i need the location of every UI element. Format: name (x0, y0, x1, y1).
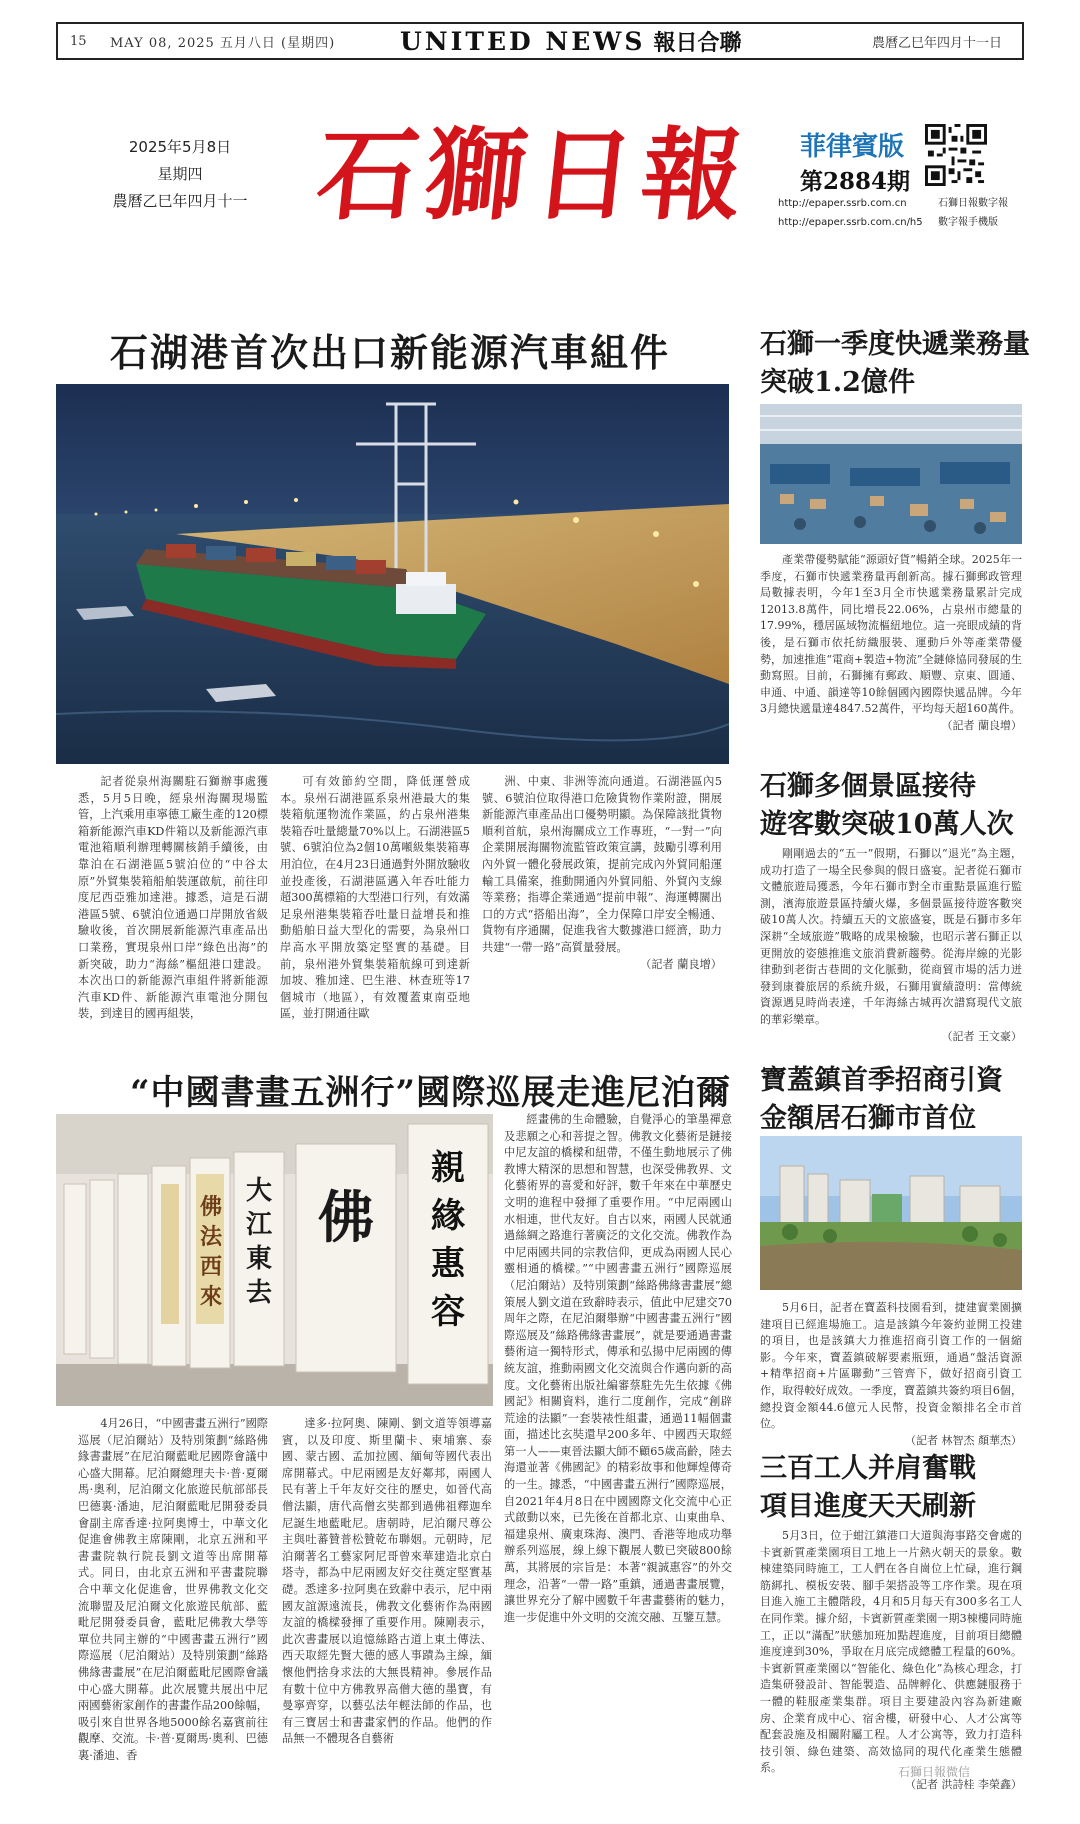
masthead-date: 2025年5月8日 (128, 138, 232, 156)
side1-headline-line1: 石獅一季度快遞業務量 (760, 329, 1030, 360)
side2-body (760, 846, 1022, 1062)
side2-headline-line1: 石獅多個景區接待 (760, 771, 976, 802)
side4-body (760, 1528, 1022, 1798)
calligraphy-char: 去 (245, 1278, 272, 1308)
qr-code-icon[interactable] (925, 124, 987, 186)
port-night-photo (56, 384, 729, 764)
page-number: 15 (70, 33, 87, 49)
side2-headline-line2: 遊客數突破10萬人次 (760, 809, 1014, 840)
side2-author: （記者 王文豪） (941, 1029, 1022, 1043)
side3-text: 5月6日，記者在寶蓋科技園看到，捷建實業園擴建項目已經進場施工。這是該鎮今年簽約並開工投建的項目，也是該鎮大力推進招商引資工作的一個縮影。今年來，寶蓋鎮破解要素瓶頸，通過“盤活資源+精準招商+片區聯動”三管齊下，做好招商引資工作，取得較好成效。一季度，寶蓋鎮共簽約項目6個，總投資金額44.6億元人民幣，投資金額排名全市首位。 (760, 1301, 1022, 1431)
side2-text: 剛剛過去的“五一”假期，石獅以“退光”為主題，成功打造了一場全民參與的假日盛宴。記者從石獅市文體旅遊局獲悉，今年石獅市對全市重點景區進行監測，濱海旅遊景區持續火爆，多個景區接待遊客數突破10萬人次。持續五天的文旅盛宴，既是石獅市多年深耕“全域旅遊”戰略的成果檢驗，也昭示著石獅正以更開放的姿態推進文旅消費新趨勢。從海岸線的光影律動到老街古巷間的文化脈動，從商貿市場的活力迸發到康養旅居的系統升級，石獅用實績證明：當傳統資源遇見時尚表達，千年海絲古城再次譜寫現代文旅的華彩樂章。 (760, 847, 1022, 1026)
side4-text: 5月3日，位于蚶江鎮港口大道與海事路交會處的卡賓新質產業園項目工地上一片熱火朝天的景象。數棟建築同時施工，工人們在各自崗位上忙碌，進行鋼筋綁扎、模板安裝、腳手架搭設等工序作業。現在項目進入施工主體階段，4月和5月每天有300多名工人在同作業。據介紹，卡賓新質產業園一期3棟樓同時施工，正以“滿配”狀態加班加點趕進度，目前項目總體進度達到30%，爭取在月底完成總體工程量的60%。卡賓新質產業園以“智能化、綠色化”為核心理念，打造集研發設計、智能製造、品牌孵化、供應鏈服務于一體的鞋服產業集群。項目主要建設內容為新建廠房、企業育成中心、宿舍樓，研發中心、人才公寓等配套設施及相關附屬工程。人才公寓等，致力打造科技引領、綠色建築、高效協同的現代化產業生態體系。 (760, 1529, 1022, 1775)
article2-col1-text: 4月26日，“中國書畫五洲行”國際巡展（尼泊爾站）及特別策劃“絲路佛緣書畫展”在尼泊爾藍毗尼國際會議中心盛大開幕。尼泊爾總理夫卡·普·夏爾馬·奧利，尼泊爾文化旅遊民航部部長巴德裏·潘迪，尼泊爾藍毗尼開發委員會副主席香達·拉阿奧博士，中華文化促進會佛教主席陳剛，北京五洲和平書畫院執行院長劉文道等出席開幕式。同日，由北京五洲和平書畫院聯合中華文化促進會，世界佛教文化交流聯盟及尼泊爾文化旅遊民航部、藍毗尼開發委員會，藍毗尼佛教大學等單位共同主辦的“中國書畫五洲行”國際巡展（尼泊爾站）及特別策劃“絲路佛緣書畫展”在尼泊爾藍毗尼國際會議中心盛大開幕。此次展覽共展出中尼兩國藝術家創作的書畫作品200餘幅，吸引來自世界各地5000餘名嘉賓前往觀摩、交流。卡·普·夏爾馬·奧利、巴德裏·潘迪、香 (78, 1417, 268, 1762)
calligraphy-scroll-fo: 佛 (318, 1185, 374, 1251)
masthead-weekday: 星期四 (157, 165, 203, 183)
side4-headline-line2: 項目進度天天刷新 (760, 1491, 976, 1522)
article2-col3-text: 經畫佛的生命體驗，自覺淨心的筆墨禪意及悲願之心和菩提之智。佛教文化藝術是鏈接中尼友誼的橋樑和紐帶，不僅生動地展示了佛教博大精深的思想和智慧，也深受佛教界、文化藝術界的喜愛和好評，數千年來在中華歷史文明的進程中發揮了重要作用。“中尼兩國山水相連，世代友好。自古以來，兩國人民就通過絲綢之路進行著廣泛的文化交流。佛教作為中尼兩國共同的宗教信仰，更成為兩國人民心靈相通的橋樑。”“中國書畫五洲行”國際巡展（尼泊爾站）及特別策劃“絲路佛緣書畫展”總策展人劉文道在致辭時表示，值此中尼建交70周年之際，在尼泊爾舉辦“中國書畫五洲行”國際巡展及“絲路佛緣書畫展”，就是要通過書畫藝術這一獨特形式，傳承和弘揚中尼兩國的傳統友誼，推動兩國文化交流與合作邁向新的高度。文化藝術出版社編審蔡駐先先生依據《佛國記》相關資料，進行二度創作，完成“創辟荒途的法顯”一套裝裱性組畫，通過11幅個畫面，描述比玄奘還早200多年、中國西天取經第一人——東晉法顯大師不顧65歲高齡，陸去海還並著《佛國記》的精彩故事和他輝煌傳奇的一生。據悉，“中國書畫五洲行”國際巡展，自2021年4月8日在中國國際文化交流中心正式啟動以來，已先後在首都北京、山東曲阜、福建泉州、廣東珠海、澳門、香港等地成功舉辦系列巡展，線上線下觀展人數已突破800餘萬，其將展的宗旨是：本著“親誠惠容”的外交理念，沿著“一帶一路”重鎮，通過書畫展覽，讓世界充分了解中國數千年書畫藝術的魅力，進一步促進中外文明的交流交融、互鑒互慧。 (504, 1113, 732, 1624)
calligraphy-char: 大 (245, 1176, 272, 1206)
article2-col3 (504, 1112, 732, 1798)
epaper-link[interactable]: http://epaper.ssrb.com.cn (778, 198, 907, 209)
calligraphy-char: 東 (245, 1244, 272, 1274)
calligraphy-scroll-big (412, 1144, 484, 1336)
top-bar (56, 22, 1024, 60)
calligraphy-char: 佛 (199, 1194, 222, 1220)
calligraphy-scroll-dharma (194, 1192, 228, 1312)
calligraphy-scroll-river (238, 1174, 280, 1310)
side1-text: 產業帶優勢賦能“源頭好貨”暢銷全球。2025年一季度，石獅市快遞業務量再創新高。據石獅郵政管理局數據表明，今年1至3月全市快遞業務量累計完成12013.8萬件，同比增長22.06%，占泉州市總量的17.99%，穩居區域物流樞紐地位。這一亮眼成績的背後，是石獅市依托紡織服裝、運動戶外等產業帶優勢，加速推進“電商+製造+物流”全鏈條協同發展的生動寫照。目前，石獅擁有郵政、順豐、京東、圓通、申通、中通、韻達等10餘個國內國際快遞品牌。今年3月總快遞量達4847.52萬件，平均每天超160萬件。 (760, 553, 1022, 716)
article1-col3 (482, 774, 722, 1034)
masthead-date-block (110, 134, 250, 215)
wechat-watermark: 石獅日報微信 (897, 1765, 970, 1779)
main-headline: 石湖港首次出口新能源汽車組件 (110, 330, 671, 375)
calligraphy-char: 來 (199, 1284, 222, 1310)
side1-body (760, 552, 1022, 752)
article2-col2-text: 達多·拉阿奧、陳剛、劉文道等領導嘉賓，以及印度、斯里蘭卡、柬埔寨、泰國、蒙古國、孟加拉國、緬甸等國代表出席開幕式。中尼兩國是友好鄰邦，兩國人民有著上千年友好交往的歷史，如晉代高僧法顯，唐代高僧玄奘都到過佛祖釋迦牟尼誕生地藍毗尼。唐朝時，尼泊爾尺尊公主與吐蕃贊普松贊乾布聯姻。元朝時，尼泊爾著名工藝家阿尼哥曾來華建造北京白塔寺，都為中尼兩國友好交往奠定堅實基礎。悉達多·拉阿奧在致辭中表示，尼中兩國友誼源遠流長，佛教文化藝術作為兩國友誼的橋樑發揮了重要作用。陳剛表示，此次書畫展以追憶絲路古道上東土傳法、西天取經先賢大德的感人事蹟為主線，緬懷他們捨身求法的大無畏精神。參展作品有數十位中方佛教界高僧大德的墨寶，有曼寧齊穿，以藝弘法年輕法師的作品，也有三寶居士和書畫家們的作品。他們的作品無一不體現各自藝術 (282, 1417, 492, 1746)
side3-headline (760, 1062, 1030, 1138)
calligraphy-char: 江 (245, 1210, 272, 1240)
calligraphy-char: 緣 (431, 1196, 465, 1236)
mobile-label: 數字報手機版 (938, 217, 998, 228)
masthead-lunar: 農曆乙巳年四月十一 (112, 192, 248, 210)
side1-headline-line2: 突破1.2億件 (760, 367, 915, 398)
side4-headline-line1: 三百工人并肩奮戰 (760, 1453, 976, 1484)
side4-author: （記者 洪詩桂 李榮鑫） (905, 1777, 1022, 1791)
industrial-park-photo (760, 1136, 1022, 1290)
article1-col1-text: 記者從泉州海關駐石獅辦事處獲悉，5月5日晚，經泉州海關現場監管，上汽乘用車寧德工廠生產的120標箱新能源汽車KD件箱以及新能源汽車電池箱順利辦理轉關核銷手續後，由靠泊在石湖港區5號泊位的“中谷太原”外貿集裝箱船舶裝運啟航，前往印度尼西亞雅加達港。據悉，這是石湖港區5號、6號泊位通過口岸開放省級驗收後，首次開展新能源汽車產品出口業務，實現泉州口岸“綠色出海”的新突破，助力“海絲”樞紐港口建設。本次出口的新能源汽車組件將新能源汽車KD件、新能源汽車電池分開包裝，到達目的國再組裝， (78, 775, 268, 1021)
side4-headline (760, 1450, 1030, 1526)
side3-headline-line1: 寶蓋鎮首季招商引資 (760, 1065, 1003, 1096)
side1-headline (760, 326, 1030, 402)
masthead-links (778, 194, 1008, 232)
calligraphy-char: 容 (431, 1292, 465, 1332)
side3-body (760, 1300, 1022, 1450)
article1-col3-text: 洲、中東、非洲等流向通道。石湖港區內5號、6號泊位取得港口危險貨物作業附證，開展新能源汽車產品出口優勢明顯。為保障該批貨物順利首航，泉州海關成立工作專班，“一對一”向企業開展海關物流監管政策宣講，鼓勵引導利用內外貿一體化發展政策，提前完成內外貿同船運輸工具備案，推動開通內外貿同船、外貿內支線等業務；指導企業通過“提前申報”、海運轉關出口的方式“搭船出海”，全力保障口岸安全暢通、貨物有序通關，促進我省大數據港口經濟，助力共建“一帶一路”高質量發展。 (482, 775, 722, 954)
side2-headline (760, 768, 1030, 844)
calligraphy-char: 惠 (431, 1244, 465, 1284)
article1-col2 (280, 774, 470, 1034)
article1-col2-text: 可有效節約空間，降低運營成本。泉州石湖港區系泉州港最大的集裝箱航運物流作業區，約占泉州港集裝箱吞吐量總量70%以上。石湖港區5號、6號泊位為2個10萬噸級集裝箱專用泊位，在4月23日通過對外開放驗收並投產後，石湖港區邁入年吞吐能力超300萬標箱的大型港口行列，有效滿足泉州港集裝箱吞吐量日益增長和推動船舶日益大型化的需要，為泉州口岸高水平開放築定堅實的基礎。目前，泉州港外貿集裝箱航線可到達新加坡、雅加達、巴生港、林查班等17個城市（地區），有效覆蓋東南亞地區，並打開通往歐 (280, 775, 470, 1021)
article2-col1 (78, 1416, 268, 1796)
lunar-date-top: 農曆乙巳年四月十一日 (871, 35, 1002, 51)
edition-label: 菲律賓版 (800, 132, 905, 162)
epaper-label: 石獅日報數字報 (938, 198, 1008, 209)
united-news-title: UNITED NEWS (400, 26, 646, 56)
united-news-cn: 報日合聯 (653, 29, 742, 56)
calligraphy-char: 親 (431, 1148, 465, 1188)
mobile-link[interactable]: http://epaper.ssrb.com.cn/h5 (778, 217, 923, 228)
side3-author: （記者 林智杰 顏華杰） (905, 1433, 1022, 1447)
calligraphy-exhibition-photo (56, 1114, 493, 1406)
newspaper-title: 石獅日報 (311, 116, 757, 234)
second-headline: “中國書畫五洲行”國際巡展走進尼泊爾 (130, 1073, 732, 1113)
express-warehouse-photo (760, 404, 1022, 544)
article1-col1 (78, 774, 268, 1034)
article1-author: （記者 蘭良增） (640, 957, 722, 971)
article2-col2 (282, 1416, 492, 1796)
side3-headline-line2: 金額居石獅市首位 (760, 1103, 976, 1134)
side1-author: （記者 蘭良增） (941, 718, 1022, 732)
calligraphy-char: 法 (199, 1224, 222, 1250)
issue-date-en: MAY 08, 2025 五月八日 (星期四) (110, 35, 336, 51)
calligraphy-char: 西 (199, 1254, 222, 1280)
issue-number: 第2884期 (800, 168, 911, 195)
